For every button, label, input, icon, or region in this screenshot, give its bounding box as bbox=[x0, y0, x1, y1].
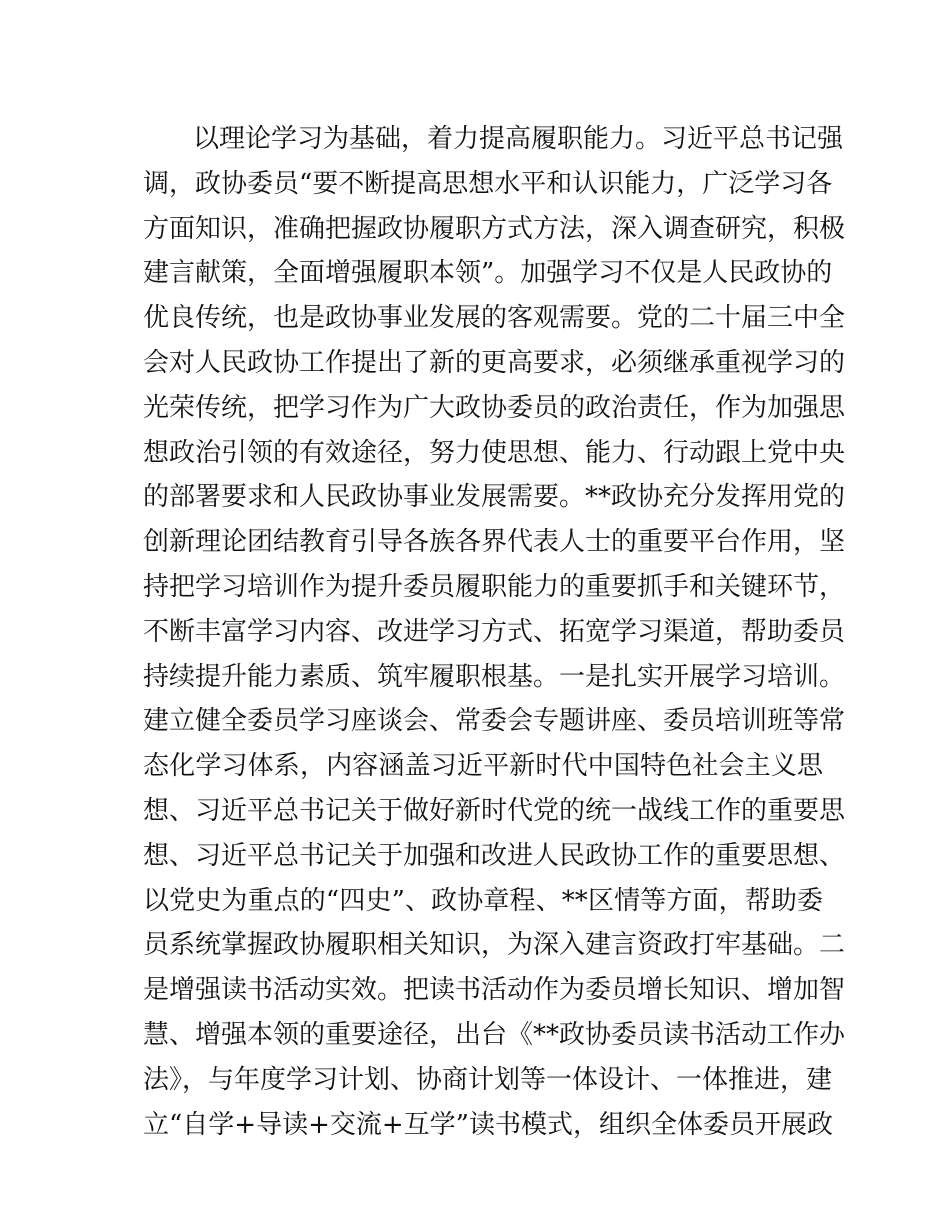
body-paragraph bbox=[143, 117, 846, 1147]
text-line: 想、习近平总书记关于做好新时代党的统一战线工作的重要思 bbox=[143, 795, 846, 826]
text-line: 想、习近平总书记关于加强和改进人民政协工作的重要思想、 bbox=[143, 840, 846, 871]
text-line: 光荣传统，把学习作为广大政协委员的政治责任，作为加强思 bbox=[143, 392, 846, 423]
text-line: 不断丰富学习内容、改进学习方式、拓宽学习渠道，帮助委员 bbox=[143, 616, 846, 647]
text-line: 持把学习培训作为提升委员履职能力的重要抓手和关键环节， bbox=[143, 571, 846, 602]
text-line: 以理论学习为基础，着力提高履职能力。习近平总书记强 bbox=[193, 124, 844, 154]
text-line: 立“自学+导读+交流+互学”读书模式，组织全体委员开展政 bbox=[143, 1109, 833, 1140]
text-line: 员系统掌握政协履职相关知识，为深入建言资政打牢基础。二 bbox=[143, 930, 846, 961]
text-line: 创新理论团结教育引导各族各界代表人士的重要平台作用，坚 bbox=[143, 527, 846, 558]
text-line: 持续提升能力素质、筑牢履职根基。一是扎实开展学习培训。 bbox=[143, 661, 846, 692]
text-line: 态化学习体系，内容涵盖习近平新时代中国特色社会主义思 bbox=[143, 751, 823, 782]
text-line: 是增强读书活动实效。把读书活动作为委员增长知识、增加智 bbox=[143, 975, 846, 1006]
text-line: 建言献策，全面增强履职本领”。加强学习不仅是人民政协的 bbox=[143, 258, 833, 289]
text-line: 会对人民政协工作提出了新的更高要求，必须继承重视学习的 bbox=[143, 347, 846, 378]
text-line: 法》，与年度学习计划、协商计划等一体设计、一体推进，建 bbox=[143, 1064, 833, 1095]
text-line: 慧、增强本领的重要途径，出台《**政协委员读书活动工作办 bbox=[143, 1019, 846, 1050]
text-line: 建立健全委员学习座谈会、常委会专题讲座、委员培训班等常 bbox=[143, 706, 846, 737]
text-line: 想政治引领的有效途径，努力使思想、能力、行动跟上党中央 bbox=[143, 437, 846, 468]
text-line: 优良传统，也是政协事业发展的客观需要。党的二十届三中全 bbox=[143, 303, 846, 334]
text-line: 方面知识，准确把握政协履职方式方法，深入调查研究，积极 bbox=[143, 213, 846, 244]
text-line: 的部署要求和人民政协事业发展需要。**政协充分发挥用党的 bbox=[143, 482, 846, 513]
text-line: 调，政协委员“要不断提高思想水平和认识能力，广泛学习各 bbox=[143, 168, 833, 199]
text-line: 以党史为重点的“四史”、政协章程、**区情等方面，帮助委 bbox=[143, 885, 823, 916]
